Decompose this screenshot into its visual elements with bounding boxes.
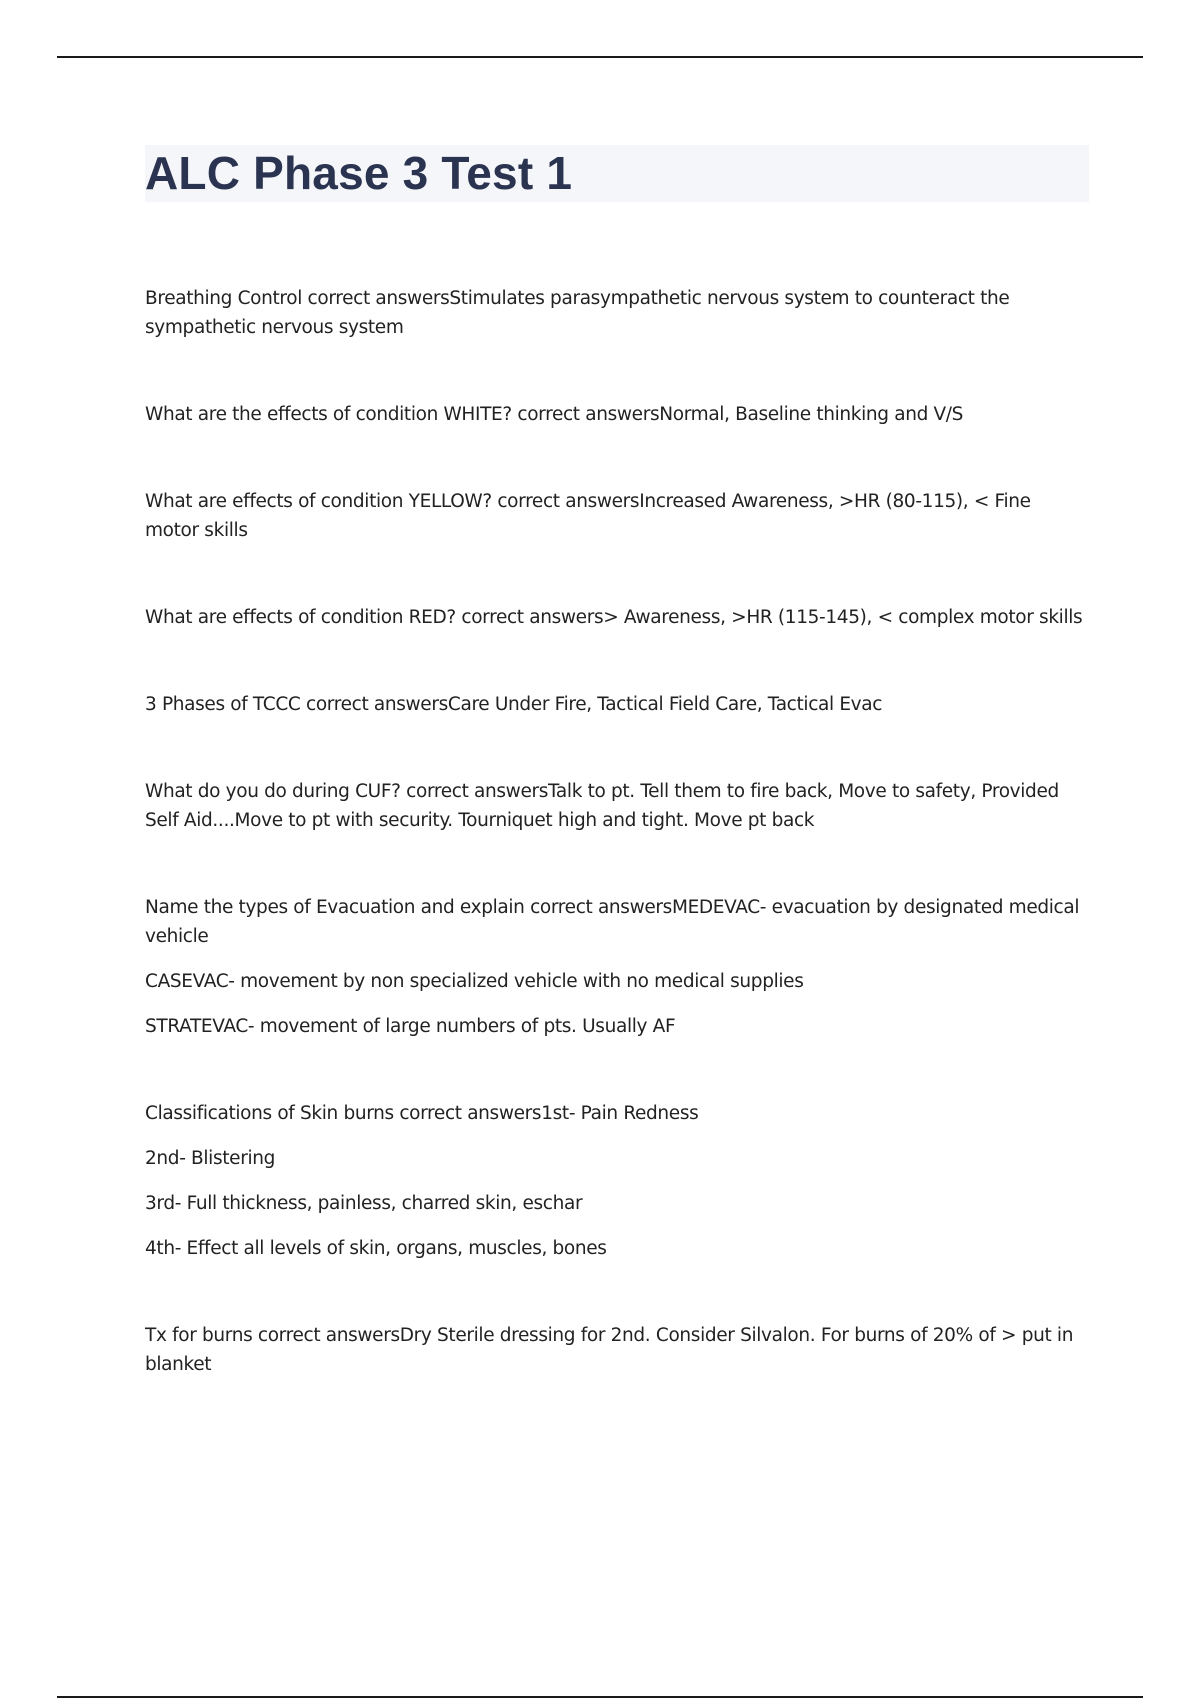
title-band (145, 145, 1089, 202)
qa-text: What are effects of condition YELLOW? correct answersIncreased Awareness, >HR (80-115), < Fine motor skills (145, 491, 1031, 541)
qa-text: What are the effects of condition WHITE? correct answersNormal, Baseline thinking and V/S (145, 404, 964, 425)
qa-text: What do you do during CUF? correct answersTalk to pt. Tell them to fire back, Move to safety, Provided Self Aid....Move to pt with security. Tourniquet high and tight. Move pt back (145, 781, 1059, 831)
qa-entry (145, 1099, 1089, 1263)
qa-subline: 3rd- Full thickness, painless, charred skin, eschar (145, 1193, 583, 1214)
qa-subline: 4th- Effect all levels of skin, organs, muscles, bones (145, 1238, 607, 1259)
qa-text: What are effects of condition RED? correct answers> Awareness, >HR (115-145), < complex motor skills (145, 607, 1083, 628)
qa-entry (145, 1321, 1089, 1379)
qa-text: Name the types of Evacuation and explain correct answersMEDEVAC- evacuation by designated medical vehicle (145, 897, 1080, 947)
qa-entry (145, 284, 1089, 342)
qa-subline: STRATEVAC- movement of large numbers of pts. Usually AF (145, 1016, 676, 1037)
qa-text: Tx for burns correct answersDry Sterile dressing for 2nd. Consider Silvalon. For burns of 20% of > put in blanket (145, 1325, 1074, 1375)
document-title: ALC Phase 3 Test 1 (145, 147, 573, 199)
qa-text: 3 Phases of TCCC correct answersCare Under Fire, Tactical Field Care, Tactical Evac (145, 694, 883, 715)
document-body (145, 145, 1089, 1437)
qa-entry (145, 487, 1089, 545)
qa-entry (145, 893, 1089, 1041)
qa-subline: 2nd- Blistering (145, 1148, 276, 1169)
qa-text: Breathing Control correct answersStimulates parasympathetic nervous system to counteract the sympathetic nervous system (145, 288, 1010, 338)
qa-subline: CASEVAC- movement by non specialized vehicle with no medical supplies (145, 971, 804, 992)
bottom-rule (57, 1696, 1143, 1698)
top-rule (57, 56, 1143, 58)
qa-entry (145, 603, 1089, 632)
qa-entry (145, 777, 1089, 835)
qa-list (145, 284, 1089, 1379)
qa-text: Classifications of Skin burns correct answers1st- Pain Redness (145, 1103, 699, 1124)
qa-entry (145, 400, 1089, 429)
qa-entry (145, 690, 1089, 719)
